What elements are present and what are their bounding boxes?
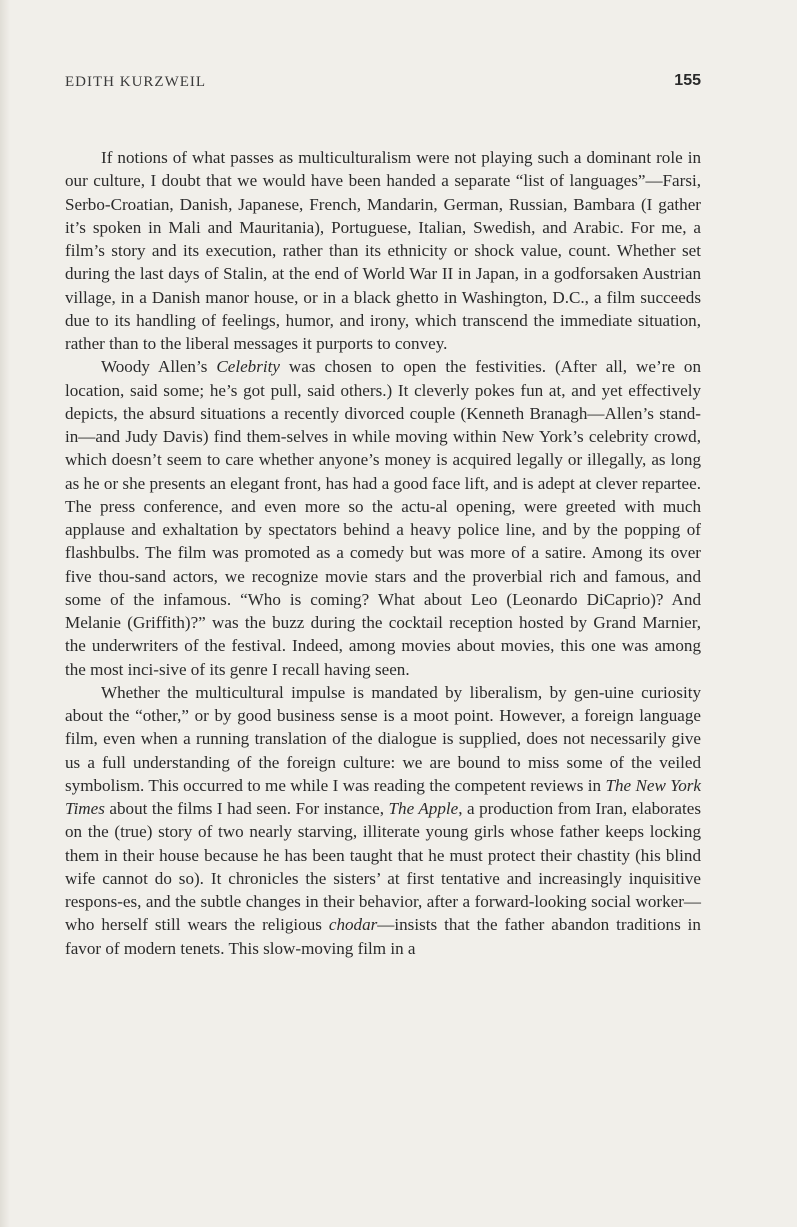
- text-run: , a production from Iran, elaborates on the (true) story of two nearly starving, illiterate young girls whose father keeps locking them in their house because he has been taught that he must protect their chastity (his blind wife cannot do so). It chronicles the sisters’ at first tentative and increasingly inquisitive respons-es, and the subtle changes in their behavior, after a forward-looking social worker—who herself still wears the religious: [65, 799, 701, 935]
- italic-title: Celebrity: [216, 357, 280, 377]
- text-run: about the films I had seen. For instance,: [104, 799, 389, 818]
- italic-title: The New York Times: [65, 775, 701, 818]
- italic-title: The Apple: [388, 799, 459, 818]
- page-edge-shadow: [0, 0, 10, 1227]
- paragraph-3: [65, 681, 701, 960]
- paragraph-1: [65, 146, 701, 355]
- text-run: —insists that the father abandon traditions in favor of modern tenets. This slow-moving film in a: [65, 915, 701, 958]
- body-text: [65, 146, 701, 960]
- text-run: was chosen to open the festivities. (After all, we’re on location, said some; he’s got pull, said others.) It cleverly pokes fun at, and yet effectively depicts, the absurd situations a recently divorced couple (Kenneth Branagh—Allen’s stand-in—and Judy Davis) find them-selves in while moving within New York’s celebrity crowd, which doesn’t seem to care whether anyone’s money is acquired legally or illegally, as long as he or she presents an elegant front, has had a good face lift, and is adept at clever repartee. The press conference, and even more so the actu-al opening, were greeted with much applause and exhaltation by spectators behind a heavy police line, and by the popping of flashbulbs. The film was promoted as a comedy but was more of a satire. Among its over five thou-sand actors, we recognize movie stars and the proverbial rich and famous, and some of the infamous. “Who is coming? What about Leo (Leonardo DiCaprio)? And Melanie (Griffith)?” was the buzz during the cocktail reception hosted by Grand Marnier, the underwriters of the festival. Indeed, among movies about movies, this one was among the most inci-sive of its genre I recall having seen.: [65, 357, 702, 679]
- paragraph-2: [65, 355, 701, 681]
- running-head: EDITH KURZWEIL: [65, 74, 207, 90]
- page-header: [65, 72, 701, 96]
- text-run: Woody Allen’s: [101, 357, 217, 377]
- text-run: If notions of what passes as multiculturalism were not playing such a dominant role in our culture, I doubt that we would have been handed a separate “list of languages”—Farsi, Serbo-Croatian, Danish, Japanese, French, Mandarin, German, Russian, Bambara (I gather it’s spoken in Mali and Mauritania), Portuguese, Italian, Swedish, and Arabic. For me, a film’s story and its execution, rather than its ethnicity or shock value, count. Whether set during the last days of Stalin, at the end of World War II in Japan, in a godforsaken Austrian village, in a Danish manor house, or in a black ghetto in Washington, D.C., a film succeeds due to its handling of feelings, humor, and irony, which transcend the immediate situation, rather than to the liberal messages it purports to convey.: [65, 148, 701, 353]
- text-run: Whether the multicultural impulse is mandated by liberalism, by gen-uine curiosity about the “other,” or by good business sense is a moot point. However, a foreign language film, even when a running translation of the dialogue is supplied, does not necessarily give us a full understanding of the foreign culture: we are bound to miss some of the veiled symbolism. This occurred to me while I was reading the competent reviews in: [65, 682, 701, 795]
- italic-title: chodar: [328, 915, 378, 935]
- page-number: 155: [674, 72, 701, 89]
